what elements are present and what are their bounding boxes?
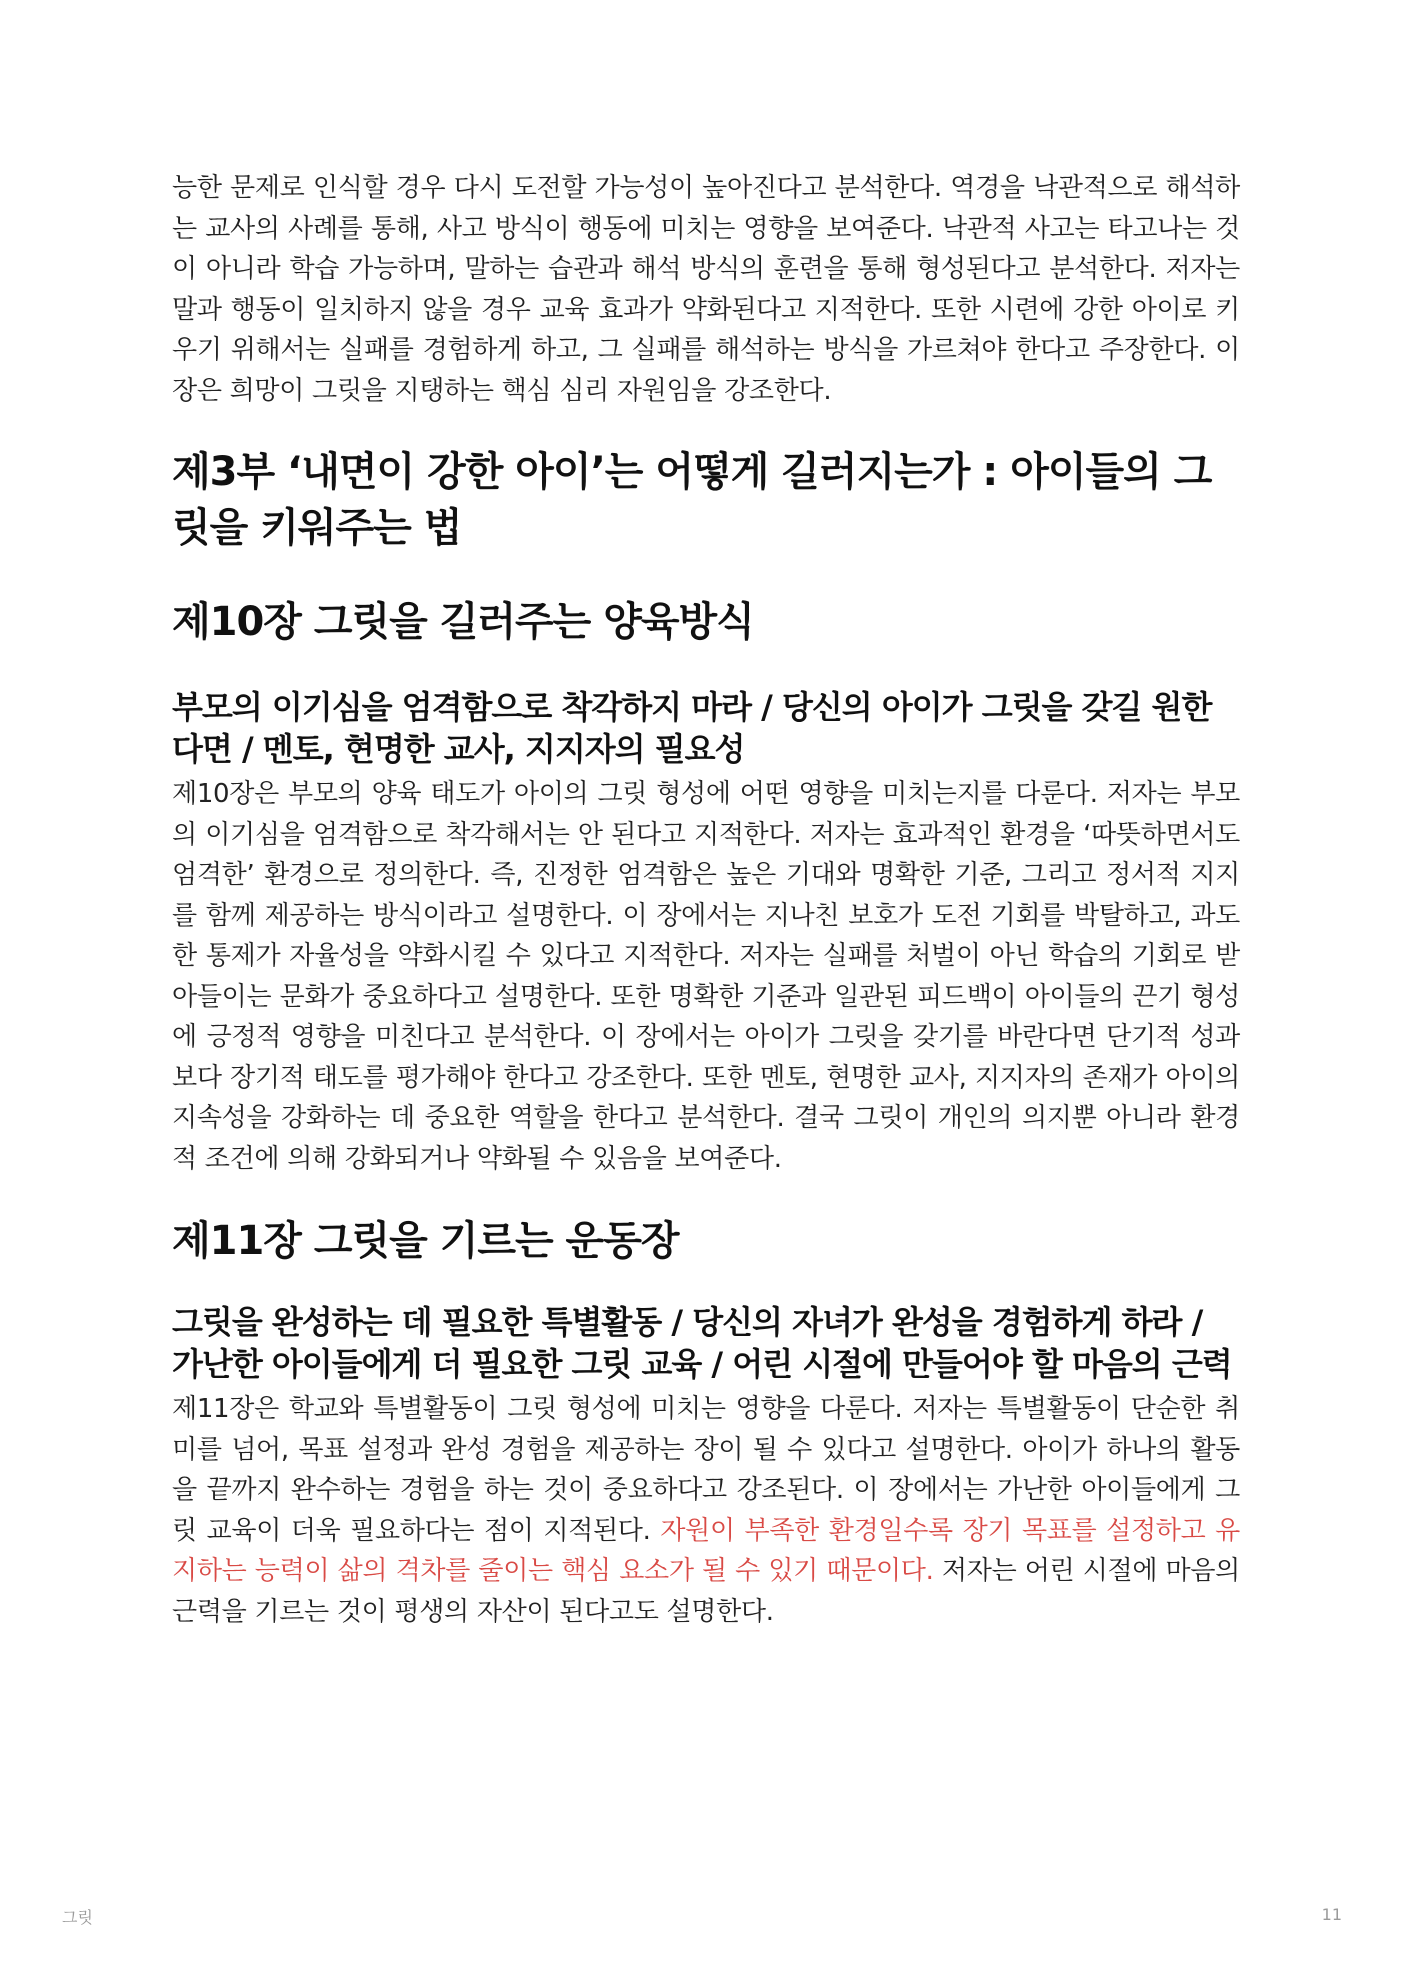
chapter-11-body-text: 제11장은 학교와 특별활동이 그릿 형성에 미치는 영향을 다룬다. 저자는 특별활동이 단순한 취미를 넘어, 목표 설정과 완성 경험을 제공하는 장이 될 수 있다고 설명한다. 아이가 하나의 활동을 끝까지 완수하는 경험을 하는 것이 중요하다고 강조된다. 이 장에서는 가난한 아이들에게 그릿 교육이 더욱 필요하다는 점이 지적된다. (172, 1394, 1240, 1546)
chapter-10-subheading: 부모의 이기심을 엄격함으로 착각하지 마라 / 당신의 아이가 그릿을 갖길 원한다면 / 멘토, 현명한 교사, 지지자의 필요성 (172, 688, 1212, 768)
chapter-11-highlight: 자원이 부족한 환경일수록 장기 목표를 설정하고 유지하는 능력이 삶의 격차를 줄이는 핵심 요소가 될 수 있기 때문이다. (172, 1515, 1240, 1586)
footer-page-number: 11 (1321, 1905, 1342, 1924)
chapter-11-heading: 제11장 그릿을 기르는 운동장 (172, 1218, 679, 1264)
part-heading: 제3부 ‘내면이 강한 아이’는 어떻게 길러지는가 : 아이들의 그릿을 키워주는 법 (172, 449, 1212, 551)
page-content (172, 168, 1240, 1632)
intro-paragraph: 능한 문제로 인식할 경우 다시 도전할 가능성이 높아진다고 분석한다. 역경을 낙관적으로 해석하는 교사의 사례를 통해, 사고 방식이 행동에 미치는 영향을 보여준다. 낙관적 사고는 타고나는 것이 아니라 학습 가능하며, 말하는 습관과 해석 방식의 훈련을 통해 형성된다고 분석한다. 저자는 말과 행동이 일치하지 않을 경우 교육 효과가 약화된다고 지적한다. 또한 시련에 강한 아이로 키우기 위해서는 실패를 경험하게 하고, 그 실패를 해석하는 방식을 가르쳐야 한다고 주장한다. 이 장은 희망이 그릿을 지탱하는 핵심 심리 자원임을 강조한다. (172, 173, 1240, 406)
chapter-11-subheading: 그릿을 완성하는 데 필요한 특별활동 / 당신의 자녀가 완성을 경험하게 하라 / 가난한 아이들에게 더 필요한 그릿 교육 / 어린 시절에 만들어야 할 마음의 근력 (172, 1303, 1232, 1383)
chapter-11-body (172, 1389, 1240, 1632)
chapter-10-heading: 제10장 그릿을 길러주는 양육방식 (172, 599, 754, 645)
footer-book-title: 그릿 (62, 1908, 93, 1927)
chapter-11-body-text-end: 저자는 어린 시절에 마음의 근력을 기르는 것이 평생의 자산이 된다고도 설명한다. (172, 1556, 1240, 1627)
chapter-10-body: 제10장은 부모의 양육 태도가 아이의 그릿 형성에 어떤 영향을 미치는지를 다룬다. 저자는 부모의 이기심을 엄격함으로 착각해서는 안 된다고 지적한다. 저자는 효과적인 환경을 ‘따뜻하면서도 엄격한’ 환경으로 정의한다. 즉, 진정한 엄격함은 높은 기대와 명확한 기준, 그리고 정서적 지지를 함께 제공하는 방식이라고 설명한다. 이 장에서는 지나친 보호가 도전 기회를 박탈하고, 과도한 통제가 자율성을 약화시킬 수 있다고 지적한다. 저자는 실패를 처벌이 아닌 학습의 기회로 받아들이는 문화가 중요하다고 설명한다. 또한 명확한 기준과 일관된 피드백이 아이들의 끈기 형성에 긍정적 영향을 미친다고 분석한다. 이 장에서는 아이가 그릿을 갖기를 바란다면 단기적 성과보다 장기적 태도를 평가해야 한다고 강조한다. 또한 멘토, 현명한 교사, 지지자의 존재가 아이의 지속성을 강화하는 데 중요한 역할을 한다고 분석한다. 결국 그릿이 개인의 의지뿐 아니라 환경적 조건에 의해 강화되거나 약화될 수 있음을 보여준다. (172, 779, 1240, 1174)
